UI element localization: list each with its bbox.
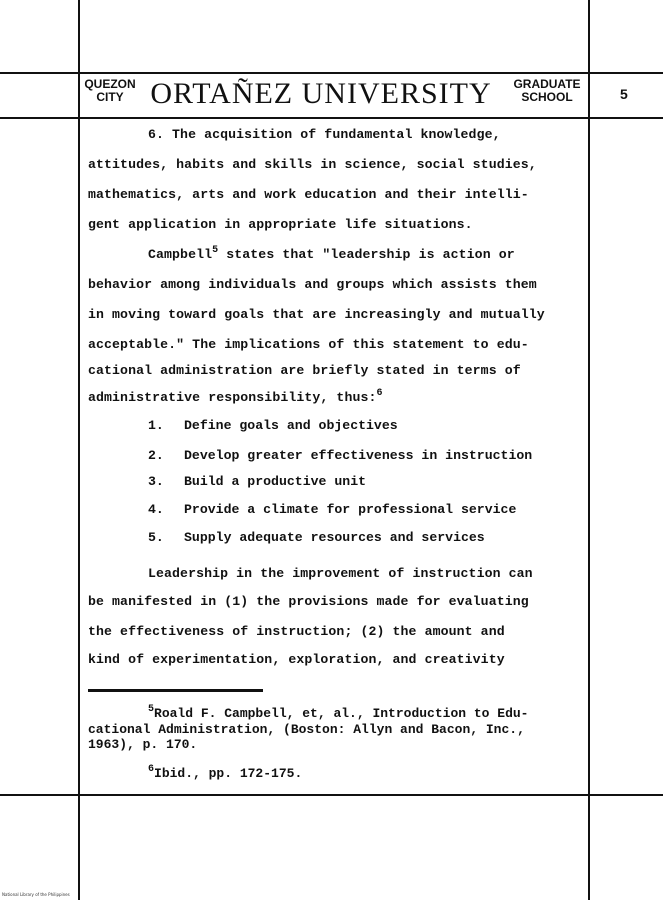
body-line: 6. The acquisition of fundamental knowledge, [148,127,501,142]
body-line: Campbell$^5$ states that "leadership is action or [148,245,515,262]
body-line: be manifested in (1) the provisions made for evaluating [88,594,529,609]
footnote-5-line: 1963), p. 170. [88,737,198,752]
footnote-6: $^6$Ibid., pp. 172-175. [148,764,303,781]
letterhead-school: GRADUATE SCHOOL [513,77,581,104]
body-line: Leadership in the improvement of instruction can [148,566,533,581]
footnote-ref: 5 [212,245,219,256]
left-margin-rule [78,0,80,900]
body-line: gent application in appropriate life situations. [88,217,473,232]
body-line: acceptable." The implications of this statement to edu- [88,337,529,352]
body-line: behavior among individuals and groups which assists them [88,277,537,292]
letterhead [82,74,586,117]
footnote-5-line: cational Administration, (Boston: Allyn and Bacon, Inc., [88,722,525,737]
footnote-separator [88,689,263,692]
letterhead-title: ORTAÑEZ UNIVERSITY [150,77,492,110]
footnote-ref: 6 [376,388,383,399]
letterhead-location: QUEZON CITY [84,77,136,104]
body-line: mathematics, arts and work education and their intelli- [88,187,529,202]
page-number: 5 [620,86,628,102]
footer-rule [0,794,663,796]
body-line: administrative responsibility, thus:$^6$ [88,388,383,405]
header-bottom-rule [0,117,663,119]
footnote-5: $^5$Roald F. Campbell, et, al., Introduction to Edu- [148,704,529,721]
body-line: kind of experimentation, exploration, and creativity [88,652,505,667]
library-imprint: National Library of the Philippines [2,892,70,897]
body-line: cational administration are briefly stated in terms of [88,363,521,378]
body-line: attitudes, habits and skills in science, social studies, [88,157,537,172]
body-line: in moving toward goals that are increasingly and mutually [88,307,545,322]
body-line: the effectiveness of instruction; (2) the amount and [88,624,505,639]
